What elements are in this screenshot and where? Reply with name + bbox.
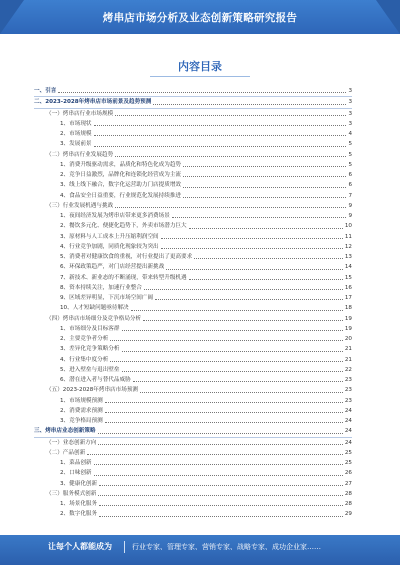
toc-entry-page: 5 bbox=[348, 141, 352, 148]
toc-entry-page: 29 bbox=[344, 511, 352, 518]
toc-leader-dots bbox=[94, 464, 343, 465]
toc-leader-dots bbox=[183, 197, 346, 198]
toc-entry[interactable] bbox=[34, 416, 352, 426]
header-corner-shape bbox=[0, 0, 24, 34]
toc-entry[interactable] bbox=[34, 426, 352, 437]
toc-entry-label: （四）烤串店市场细分及竞争格局分析 bbox=[46, 315, 142, 322]
toc-entry-label: 2、竞争日益激烈，品牌化和连锁化经营成为主流 bbox=[60, 172, 182, 178]
toc-entry-page: 10 bbox=[344, 223, 352, 230]
toc-leader-dots bbox=[105, 422, 343, 423]
toc-leader-dots bbox=[94, 475, 343, 476]
toc-entry-page: 20 bbox=[344, 336, 352, 342]
toc-entry[interactable] bbox=[34, 438, 352, 448]
toc-entry[interactable] bbox=[34, 314, 352, 324]
toc-leader-dots bbox=[183, 166, 346, 167]
toc-entry[interactable] bbox=[34, 97, 352, 108]
toc-leader-dots bbox=[98, 433, 343, 434]
toc-leader-dots bbox=[105, 412, 343, 413]
toc-leader-dots bbox=[105, 402, 343, 403]
toc-entry[interactable] bbox=[34, 129, 352, 139]
toc-entry-page: 24 bbox=[344, 418, 352, 424]
toc-entry-page: 6 bbox=[348, 172, 352, 178]
toc-leader-dots bbox=[172, 217, 347, 218]
header-band bbox=[0, 0, 400, 34]
toc-entry[interactable] bbox=[34, 252, 352, 262]
toc-entry-label: 2、餐饮多元化、便捷化趋势下，外卖市场潜力巨大 bbox=[60, 223, 187, 230]
toc-heading: 内容目录 bbox=[178, 60, 222, 73]
toc-entry-page: 7 bbox=[348, 192, 352, 199]
toc-leader-dots bbox=[122, 330, 343, 331]
toc-entry-page: 5 bbox=[348, 161, 352, 168]
toc-entry-label: 3、原材料与人工成本上升压缩利润空间 bbox=[60, 233, 159, 240]
toc-entry-page: 19 bbox=[344, 325, 352, 332]
toc-entry[interactable] bbox=[34, 448, 352, 458]
toc-entry-label: （一）业态创新方向 bbox=[46, 439, 97, 446]
toc-entry-label: 2、口味创新 bbox=[60, 470, 92, 477]
toc-heading-rule bbox=[150, 76, 250, 77]
toc-entry-page: 23 bbox=[344, 377, 352, 383]
toc-entry[interactable] bbox=[34, 375, 352, 385]
toc-entry-page: 23 bbox=[344, 397, 352, 404]
toc-entry-page: 21 bbox=[344, 346, 352, 353]
toc-entry-page: 9 bbox=[348, 213, 352, 219]
toc-entry[interactable] bbox=[34, 170, 352, 180]
toc-entry-page: 24 bbox=[344, 439, 352, 446]
toc-leader-dots bbox=[161, 238, 343, 239]
toc-entry-label: 1、菜品创新 bbox=[60, 460, 92, 466]
toc-leader-dots bbox=[99, 485, 343, 486]
toc-entry-page: 9 bbox=[348, 202, 352, 209]
toc-entry[interactable] bbox=[34, 334, 352, 344]
toc-leader-dots bbox=[98, 495, 343, 496]
toc-entry[interactable] bbox=[34, 273, 352, 283]
toc-entry-page: 28 bbox=[344, 501, 352, 507]
toc-entry-page: 15 bbox=[344, 274, 352, 281]
toc-entry-label: （三）行业发展机遇与挑战 bbox=[46, 202, 114, 209]
toc-leader-dots bbox=[99, 516, 343, 517]
toc-entry-label: 3、健康化创新 bbox=[60, 480, 98, 487]
toc-entry[interactable] bbox=[34, 509, 352, 519]
toc-entry-label: 6、潜在进入者与替代品威胁 bbox=[60, 377, 131, 383]
toc-entry[interactable] bbox=[34, 355, 352, 365]
toc-leader-dots bbox=[153, 104, 346, 105]
toc-entry[interactable] bbox=[34, 191, 352, 201]
toc-entry-page: 23 bbox=[344, 387, 352, 394]
toc-entry-label: 2、消费需求预测 bbox=[60, 407, 103, 414]
toc-entry[interactable] bbox=[34, 468, 352, 478]
toc-entry-page: 19 bbox=[344, 315, 352, 322]
toc-entry[interactable] bbox=[34, 86, 352, 97]
toc-entry[interactable] bbox=[34, 180, 352, 190]
toc-entry-label: 二、2023-2028年烤串店市场前景及趋势预测 bbox=[34, 99, 152, 106]
toc-entry-page: 4 bbox=[348, 131, 352, 137]
toc-entry[interactable] bbox=[34, 479, 352, 489]
toc-leader-dots bbox=[110, 340, 343, 341]
toc-leader-dots bbox=[99, 505, 343, 506]
toc-entry-label: 4、食品安全日益重要，行业规范化发展持续推进 bbox=[60, 192, 182, 199]
toc-entry-page: 13 bbox=[344, 254, 352, 260]
toc-entry[interactable] bbox=[34, 303, 352, 313]
toc-entry[interactable] bbox=[34, 396, 352, 406]
toc-entry-page: 3 bbox=[348, 88, 352, 94]
toc-entry[interactable] bbox=[34, 109, 352, 119]
toc-entry-page: 26 bbox=[344, 470, 352, 477]
toc-entry-page: 24 bbox=[344, 428, 352, 435]
toc-entry[interactable] bbox=[34, 489, 352, 499]
toc-entry-page: 27 bbox=[344, 480, 352, 487]
toc-entry-label: 4、行业竞争加剧，同质化现象较为突出 bbox=[60, 243, 159, 250]
report-title: 烤串店市场分析及业态创新策略研究报告 bbox=[102, 11, 298, 24]
toc-leader-dots bbox=[183, 176, 346, 177]
toc-leader-dots bbox=[166, 269, 343, 270]
toc-entry-label: 5、消费者对健康饮食的重视，对行业提出了更高要求 bbox=[60, 254, 193, 260]
toc-leader-dots bbox=[189, 279, 343, 280]
toc-entry[interactable] bbox=[34, 344, 352, 354]
toc-entry-label: （三）服务模式创新 bbox=[46, 490, 97, 497]
footer-slogan: 让每个人都能成为 bbox=[48, 542, 112, 551]
toc-leader-dots bbox=[133, 381, 343, 382]
header-corner-shape bbox=[376, 0, 400, 34]
toc-entry[interactable] bbox=[34, 499, 352, 509]
toc-entry-page: 5 bbox=[348, 151, 352, 158]
toc-entry-label: 2、主要竞争者分析 bbox=[60, 336, 109, 342]
toc-entry[interactable] bbox=[34, 201, 352, 211]
toc-entry-page: 28 bbox=[344, 490, 352, 497]
toc-entry-page: 3 bbox=[348, 99, 352, 106]
footer-divider bbox=[124, 541, 125, 553]
toc-entry-label: 1、市场规模预测 bbox=[60, 397, 103, 404]
toc-entry-page: 3 bbox=[348, 120, 352, 127]
toc-entry[interactable] bbox=[34, 283, 352, 293]
toc-entry-page: 21 bbox=[344, 356, 352, 363]
toc-entry-page: 14 bbox=[344, 264, 352, 271]
toc-entry-page: 6 bbox=[348, 182, 352, 189]
toc-entry[interactable] bbox=[34, 406, 352, 416]
toc-leader-dots bbox=[144, 289, 343, 290]
toc-entry[interactable] bbox=[34, 293, 352, 303]
toc-leader-dots bbox=[115, 207, 346, 208]
toc-entry-label: （五）2023-2028年烤串店市场预测 bbox=[46, 387, 139, 394]
toc-leader-dots bbox=[58, 92, 346, 93]
toc-entry-label: 3、线上线下融合，数字化运营助力门店提质增效 bbox=[60, 182, 182, 189]
toc-leader-dots bbox=[87, 454, 343, 455]
toc-leader-dots bbox=[143, 320, 343, 321]
toc-entry-label: 3、竞争格局预测 bbox=[60, 418, 103, 424]
toc-entry-label: （二）烤串店行业发展趋势 bbox=[46, 151, 114, 158]
toc-entry-label: 三、烤串店业态创新策略 bbox=[34, 428, 96, 435]
toc-leader-dots bbox=[94, 146, 347, 147]
toc-entry-page: 17 bbox=[344, 295, 352, 301]
toc-entry-page: 18 bbox=[344, 305, 352, 312]
toc-leader-dots bbox=[94, 135, 347, 136]
toc-entry-label: 9、区域差异明显，下沉市场空间广阔 bbox=[60, 295, 154, 301]
toc-entry-label: 1、市场现状 bbox=[60, 120, 92, 127]
toc-leader-dots bbox=[115, 156, 346, 157]
toc-leader-dots bbox=[131, 310, 343, 311]
toc-entry-label: 8、资本持续关注，加速行业整合 bbox=[60, 284, 142, 291]
toc-leader-dots bbox=[161, 248, 343, 249]
toc-leader-dots bbox=[115, 115, 346, 116]
toc-entry-page: 25 bbox=[344, 449, 352, 456]
toc-entry-label: 1、场景化服务 bbox=[60, 501, 98, 507]
toc-entry[interactable] bbox=[34, 211, 352, 221]
toc-entry-label: 一、引言 bbox=[34, 88, 57, 94]
toc-entry[interactable] bbox=[34, 221, 352, 231]
toc-entry-label: （二）产品创新 bbox=[46, 449, 86, 456]
toc-entry-label: 7、新技术、新业态的不断涌现，带来转型升级机遇 bbox=[60, 274, 187, 281]
toc-entry[interactable] bbox=[34, 150, 352, 160]
toc-entry-label: 4、行业集中度分析 bbox=[60, 356, 109, 363]
toc-entry[interactable] bbox=[34, 160, 352, 170]
toc-entry-label: 2、数字化服务 bbox=[60, 511, 98, 518]
toc-leader-dots bbox=[94, 125, 347, 126]
toc-entry[interactable] bbox=[34, 139, 352, 149]
toc-entry-label: 10、人才短缺问题亟待解决 bbox=[60, 305, 129, 312]
toc-entry-page: 25 bbox=[344, 460, 352, 466]
toc-entry-label: 6、环保政策趋严，对门店经营提出新挑战 bbox=[60, 264, 165, 271]
toc-entry-label: 1、市场细分及目标客群 bbox=[60, 325, 120, 332]
footer-roles: 行业专家、管理专家、营销专家、战略专家、成功企业家…… bbox=[132, 543, 321, 551]
toc-entry-label: 1、消费升级驱动需求，品质化和特色化成为趋势 bbox=[60, 161, 182, 168]
toc-entry[interactable] bbox=[34, 119, 352, 129]
toc-entry-page: 3 bbox=[348, 110, 352, 117]
toc-leader-dots bbox=[189, 228, 343, 229]
toc-entry[interactable] bbox=[34, 385, 352, 395]
toc-entry[interactable] bbox=[34, 242, 352, 252]
toc-entry[interactable] bbox=[34, 365, 352, 375]
toc-entry-label: 3、发展前景 bbox=[60, 141, 92, 148]
toc-entry[interactable] bbox=[34, 262, 352, 272]
toc-leader-dots bbox=[155, 299, 343, 300]
toc-entry-page: 12 bbox=[344, 243, 352, 250]
toc-entry[interactable] bbox=[34, 324, 352, 334]
toc-entry-page: 22 bbox=[344, 366, 352, 373]
toc-leader-dots bbox=[110, 361, 343, 362]
toc-entry-page: 11 bbox=[344, 233, 352, 240]
toc-entry-label: 5、进入壁垒与退出壁垒 bbox=[60, 366, 120, 373]
toc-entry-label: 3、差异化竞争策略分析 bbox=[60, 346, 120, 353]
toc-leader-dots bbox=[122, 351, 343, 352]
toc-entry-page: 24 bbox=[344, 407, 352, 414]
toc-leader-dots bbox=[98, 444, 343, 445]
toc-leader-dots bbox=[140, 392, 343, 393]
toc-entry-page: 16 bbox=[344, 284, 352, 291]
toc-leader-dots bbox=[194, 258, 343, 259]
toc-entry[interactable] bbox=[34, 232, 352, 242]
toc-entry-label: 2、市场规模 bbox=[60, 131, 92, 137]
toc-entry-label: 1、夜间经济发展为烤串店带来更多消费场景 bbox=[60, 213, 170, 219]
toc-entry[interactable] bbox=[34, 458, 352, 468]
toc-leader-dots bbox=[183, 187, 346, 188]
toc-entry-label: （一）烤串店行业市场规模 bbox=[46, 110, 114, 117]
toc-leader-dots bbox=[122, 371, 343, 372]
table-of-contents bbox=[34, 86, 352, 520]
